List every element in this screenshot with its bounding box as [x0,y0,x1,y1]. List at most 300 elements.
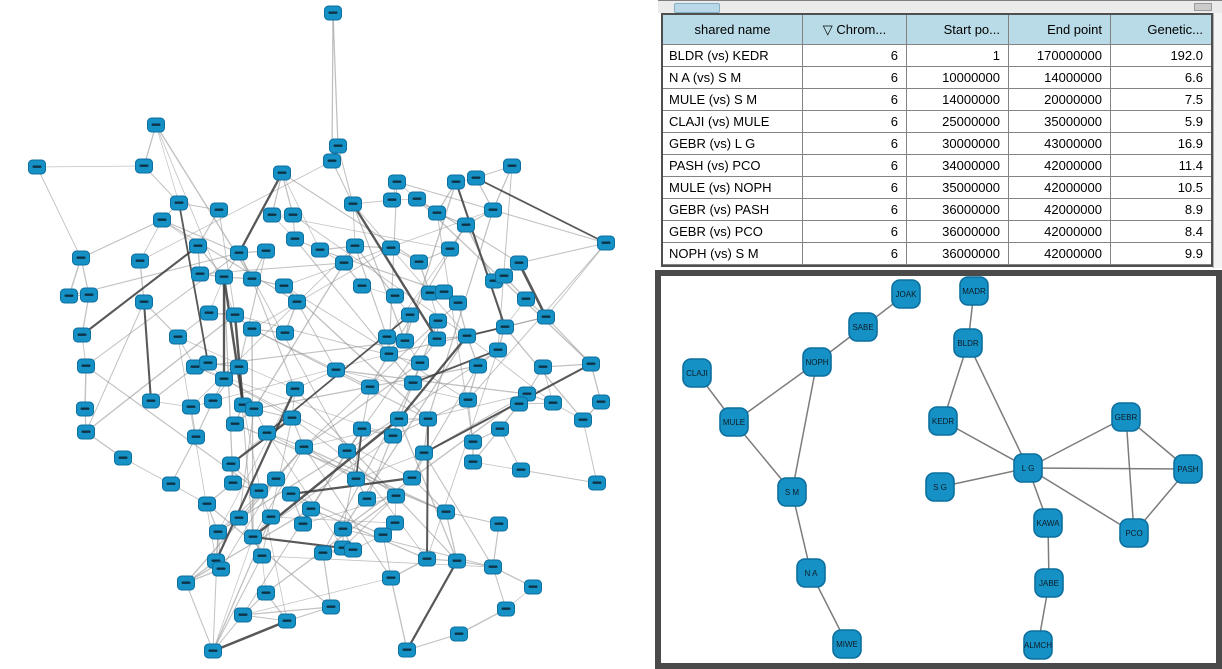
network-node[interactable] [136,159,153,173]
network-node[interactable] [285,208,302,222]
network-node[interactable] [287,382,304,396]
table-cell[interactable]: GEBR (vs) PCO [663,221,803,243]
column-header-genetic-[interactable]: Genetic... [1111,15,1211,45]
table-cell[interactable]: MULE (vs) NOPH [663,177,803,199]
node-label [175,202,184,204]
network-node[interactable] [391,412,408,426]
node-label: L G [1021,464,1035,473]
network-node[interactable] [513,463,530,477]
network-node[interactable] [388,489,405,503]
table-cell[interactable]: 170000000 [1009,45,1111,67]
network-node[interactable] [274,166,291,180]
network-node[interactable] [438,505,455,519]
network-node[interactable] [81,288,98,302]
node-label [65,295,74,297]
network-node[interactable] [190,239,207,253]
network-node[interactable] [496,269,513,283]
node-label [413,198,422,200]
network-node[interactable] [347,239,364,253]
network-node[interactable] [450,296,467,310]
table-cell[interactable]: 11.4 [1111,155,1211,177]
table-cell[interactable]: 42000000 [1009,221,1111,243]
network-node[interactable] [268,472,285,486]
table-row[interactable] [663,221,1211,243]
table-cell[interactable]: 35000000 [907,177,1009,199]
network-node[interactable] [504,159,521,173]
network-node[interactable] [178,576,195,590]
table-top-scrollbar[interactable] [658,0,1222,13]
node-label: JOAK [895,290,917,299]
network-node[interactable] [312,243,329,257]
network-node[interactable] [170,330,187,344]
table-cell[interactable]: 6 [803,199,907,221]
network-node[interactable] [205,644,222,658]
network-node[interactable] [384,193,401,207]
network-node[interactable] [459,329,476,343]
node-label [496,428,505,430]
network-node-l-g[interactable] [1014,454,1042,482]
network-node[interactable] [383,241,400,255]
network-node[interactable] [263,510,280,524]
node-label [229,482,238,484]
network-node[interactable] [460,393,477,407]
table-row[interactable] [663,111,1211,133]
table-cell[interactable]: 5.9 [1111,111,1211,133]
network-node[interactable] [498,602,515,616]
network-node-joak[interactable] [892,280,920,308]
network-node[interactable] [328,363,345,377]
table-cell[interactable]: 6 [803,133,907,155]
network-node-kedr[interactable] [929,407,957,435]
network-node[interactable] [78,425,95,439]
table-cell[interactable]: 42000000 [1009,155,1111,177]
network-node[interactable] [583,357,600,371]
node-label [489,566,498,568]
network-node[interactable] [375,528,392,542]
table-cell[interactable]: 6 [803,177,907,199]
network-node[interactable] [497,320,514,334]
node-label [235,366,244,368]
network-node-bldr[interactable] [954,329,982,357]
network-node[interactable] [231,360,248,374]
node-label [119,457,128,459]
column-header-chrom-[interactable]: ▽ Chrom... [803,15,907,45]
network-node[interactable] [411,255,428,269]
table-cell[interactable]: 6 [803,243,907,265]
node-label [420,452,429,454]
table-cell[interactable]: 8.9 [1111,199,1211,221]
table-cell[interactable]: N A (vs) S M [663,67,803,89]
network-node[interactable] [227,417,244,431]
network-node[interactable] [525,580,542,594]
network-node[interactable] [385,429,402,443]
network-node[interactable] [136,295,153,309]
table-cell[interactable]: 192.0 [1111,45,1211,67]
network-node[interactable] [538,310,555,324]
node-label [182,582,191,584]
network-node[interactable] [330,139,347,153]
network-node[interactable] [468,171,485,185]
table-cell[interactable]: 25000000 [907,111,1009,133]
node-label [539,366,548,368]
network-node[interactable] [205,394,222,408]
table-cell[interactable]: 6 [803,89,907,111]
table-cell[interactable]: 6 [803,67,907,89]
network-node[interactable] [362,380,379,394]
network-node[interactable] [223,457,240,471]
network-node[interactable] [148,118,165,132]
node-label [442,511,451,513]
node-label [82,365,91,367]
network-node[interactable] [303,502,320,516]
scrollbar-button[interactable] [1194,3,1212,11]
table-cell[interactable]: 10.5 [1111,177,1211,199]
network-node[interactable] [287,232,304,246]
network-node[interactable] [535,360,552,374]
node-label [214,531,223,533]
network-node[interactable] [254,549,271,563]
network-node[interactable] [77,402,94,416]
table-cell[interactable]: 43000000 [1009,133,1111,155]
table-cell[interactable]: 36000000 [907,243,1009,265]
network-node[interactable] [29,160,46,174]
network-node[interactable] [379,330,396,344]
network-node[interactable] [192,267,209,281]
subnetwork-panel [655,270,1222,669]
node-label [454,302,463,304]
network-node[interactable] [402,308,419,322]
network-node[interactable] [511,256,528,270]
network-node[interactable] [485,560,502,574]
table-row[interactable] [663,133,1211,155]
network-node[interactable] [183,400,200,414]
network-node[interactable] [442,242,459,256]
network-node[interactable] [251,484,268,498]
node-label [433,212,442,214]
network-node-jabe[interactable] [1035,569,1063,597]
table-cell[interactable]: 14000000 [1009,67,1111,89]
network-node[interactable] [420,412,437,426]
network-node-noph[interactable] [803,348,831,376]
table-cell[interactable]: CLAJI (vs) MULE [663,111,803,133]
network-node[interactable] [289,295,306,309]
node-label: N A [804,569,818,578]
network-node[interactable] [448,175,465,189]
network-node[interactable] [511,397,528,411]
column-header-shared-name[interactable]: shared name [663,15,803,45]
network-node[interactable] [589,476,606,490]
table-cell[interactable]: 30000000 [907,133,1009,155]
network-node[interactable] [284,411,301,425]
network-node[interactable] [412,356,429,370]
network-node[interactable] [115,451,132,465]
network-node[interactable] [244,272,261,286]
network-node[interactable] [201,306,218,320]
network-node[interactable] [335,522,352,536]
network-node[interactable] [490,343,507,357]
table-row[interactable] [663,89,1211,111]
network-node[interactable] [404,471,421,485]
table-cell[interactable]: 16.9 [1111,133,1211,155]
table-cell[interactable]: PASH (vs) PCO [663,155,803,177]
node-label [358,428,367,430]
node-label [393,181,402,183]
network-node[interactable] [345,543,362,557]
node-label [291,388,300,390]
table-cell[interactable]: 6 [803,221,907,243]
table-cell[interactable]: MULE (vs) S M [663,89,803,111]
network-node[interactable] [451,627,468,641]
node-label: NOPH [805,358,829,367]
network-node-s-g[interactable] [926,473,954,501]
table-row[interactable] [663,199,1211,221]
node-label [255,490,264,492]
node-label [272,478,281,480]
network-edge [583,420,597,483]
network-node[interactable] [259,426,276,440]
table-row[interactable] [663,45,1211,67]
table-header-row [663,15,1211,45]
network-node[interactable] [315,546,332,560]
network-node[interactable] [213,562,230,576]
table-cell[interactable]: 8.4 [1111,221,1211,243]
network-node[interactable] [227,308,244,322]
network-node[interactable] [465,435,482,449]
network-edge [81,220,162,258]
node-label [231,314,240,316]
network-node[interactable] [200,356,217,370]
table-cell[interactable]: 34000000 [907,155,1009,177]
network-node[interactable] [429,332,446,346]
network-node[interactable] [470,359,487,373]
network-edge-BLDR-L G[interactable] [968,343,1028,468]
network-edge [37,167,81,258]
node-label [250,408,259,410]
network-node[interactable] [235,608,252,622]
network-node[interactable] [211,203,228,217]
network-node[interactable] [518,292,535,306]
network-node[interactable] [354,279,371,293]
network-edge [521,470,597,483]
network-node[interactable] [264,208,281,222]
node-label [158,219,167,221]
network-node[interactable] [429,206,446,220]
network-node[interactable] [323,600,340,614]
network-node[interactable] [276,279,293,293]
table-row[interactable] [663,177,1211,199]
network-node[interactable] [258,586,275,600]
network-node-gebr[interactable] [1112,403,1140,431]
network-node-claji[interactable] [683,359,711,387]
network-node[interactable] [295,517,312,531]
table-cell[interactable]: 42000000 [1009,199,1111,221]
table-cell[interactable]: 6 [803,45,907,67]
node-label [426,292,435,294]
network-node[interactable] [354,422,371,436]
network-node[interactable] [485,203,502,217]
node-label [227,463,236,465]
node-label [78,334,87,336]
network-node-pash[interactable] [1174,455,1202,483]
table-cell[interactable]: 6 [803,111,907,133]
table-cell[interactable]: GEBR (vs) PASH [663,199,803,221]
network-node-madr[interactable] [960,277,988,305]
network-node[interactable] [491,517,508,531]
network-node[interactable] [458,218,475,232]
table-cell[interactable]: 9.9 [1111,243,1211,265]
table-cell[interactable]: 20000000 [1009,89,1111,111]
table-cell[interactable]: 36000000 [907,221,1009,243]
network-node[interactable] [575,413,592,427]
network-node[interactable] [143,394,160,408]
table-cell[interactable]: NOPH (vs) S M [663,243,803,265]
network-edge-GEBR-L G[interactable] [1028,417,1126,468]
subnetwork-view[interactable] [661,276,1216,663]
node-label [358,285,367,287]
network-node[interactable] [409,192,426,206]
network-node[interactable] [381,347,398,361]
network-node[interactable] [419,552,436,566]
network-node[interactable] [383,571,400,585]
table-cell[interactable]: BLDR (vs) KEDR [663,45,803,67]
network-node[interactable] [296,440,313,454]
network-node-sabe[interactable] [849,313,877,341]
network-node[interactable] [345,197,362,211]
network-node[interactable] [436,285,453,299]
table-cell[interactable]: 7.5 [1111,89,1211,111]
network-node-almch[interactable] [1024,631,1052,659]
column-header-end-point[interactable]: End point [1009,15,1111,45]
network-node[interactable] [74,328,91,342]
scrollbar-thumb[interactable] [674,3,720,13]
network-edge-GEBR-PCO[interactable] [1126,417,1134,533]
table-vertical-scrollbar[interactable] [1213,13,1222,268]
table-cell[interactable]: 6.6 [1111,67,1211,89]
table-cell[interactable]: 6 [803,155,907,177]
network-node[interactable] [216,372,233,386]
network-node[interactable] [279,614,296,628]
node-label [408,477,417,479]
network-node[interactable] [277,326,294,340]
network-node[interactable] [545,396,562,410]
node-label [379,534,388,536]
network-node[interactable] [171,196,188,210]
network-node[interactable] [492,422,509,436]
node-label [268,214,277,216]
network-node[interactable] [246,402,263,416]
table-cell[interactable]: 36000000 [907,199,1009,221]
table-cell[interactable]: 1 [907,45,1009,67]
node-label [220,276,229,278]
table-cell[interactable]: 14000000 [907,89,1009,111]
table-cell[interactable]: 10000000 [907,67,1009,89]
node-label [248,328,257,330]
network-node[interactable] [188,430,205,444]
network-node[interactable] [283,487,300,501]
node-label [194,245,203,247]
network-node-s-m[interactable] [778,478,806,506]
network-node[interactable] [73,251,90,265]
node-label [469,461,478,463]
network-node[interactable] [325,6,342,20]
network-node[interactable] [416,446,433,460]
network-node[interactable] [231,246,248,260]
network-node[interactable] [231,511,248,525]
network-node[interactable] [210,525,227,539]
network-node[interactable] [258,244,275,258]
node-label [329,12,338,14]
network-node[interactable] [465,455,482,469]
network-node[interactable] [348,472,365,486]
network-node[interactable] [449,554,466,568]
network-node-kawa[interactable] [1034,509,1062,537]
network-node[interactable] [389,175,406,189]
table-cell[interactable]: GEBR (vs) L G [663,133,803,155]
node-label [300,446,309,448]
network-node[interactable] [339,444,356,458]
node-label [283,620,292,622]
network-node[interactable] [245,530,262,544]
network-edge [333,13,338,146]
network-node[interactable] [324,154,341,168]
node-label: MULE [722,418,746,427]
network-node[interactable] [336,256,353,270]
table-cell[interactable]: 42000000 [1009,177,1111,199]
network-node-miwe[interactable] [833,630,861,658]
network-edge [427,419,428,559]
node-label [352,478,361,480]
network-node[interactable] [598,236,615,250]
network-node[interactable] [132,254,149,268]
network-node[interactable] [359,492,376,506]
network-node[interactable] [593,395,610,409]
node-label: KAWA [1036,519,1060,528]
network-edge [338,146,353,204]
node-label [81,408,90,410]
node-label [440,291,449,293]
network-node[interactable] [199,497,216,511]
network-edge-PASH-L G[interactable] [1028,468,1188,469]
table-row[interactable] [663,67,1211,89]
network-node[interactable] [61,289,78,303]
network-node-pco[interactable] [1120,519,1148,547]
network-edge-NOPH-S M[interactable] [792,362,817,492]
table-row[interactable] [663,243,1211,265]
network-node-mule[interactable] [720,408,748,436]
network-node[interactable] [225,476,242,490]
network-node[interactable] [399,643,416,657]
network-node[interactable] [405,376,422,390]
node-label: PCO [1125,529,1143,538]
table-row[interactable] [663,155,1211,177]
node-label [191,366,200,368]
network-node[interactable] [78,359,95,373]
network-node[interactable] [397,334,414,348]
network-node[interactable] [163,477,180,491]
node-label [349,549,358,551]
node-label [542,316,551,318]
network-node[interactable] [430,314,447,328]
table-cell[interactable]: 35000000 [1009,111,1111,133]
column-header-start-po-[interactable]: Start po... [907,15,1009,45]
network-node-n-a[interactable] [797,559,825,587]
table-cell[interactable]: 42000000 [1009,243,1111,265]
network-node[interactable] [216,270,233,284]
network-node[interactable] [154,213,171,227]
network-node[interactable] [387,289,404,303]
network-node[interactable] [244,322,261,336]
node-label [455,633,464,635]
